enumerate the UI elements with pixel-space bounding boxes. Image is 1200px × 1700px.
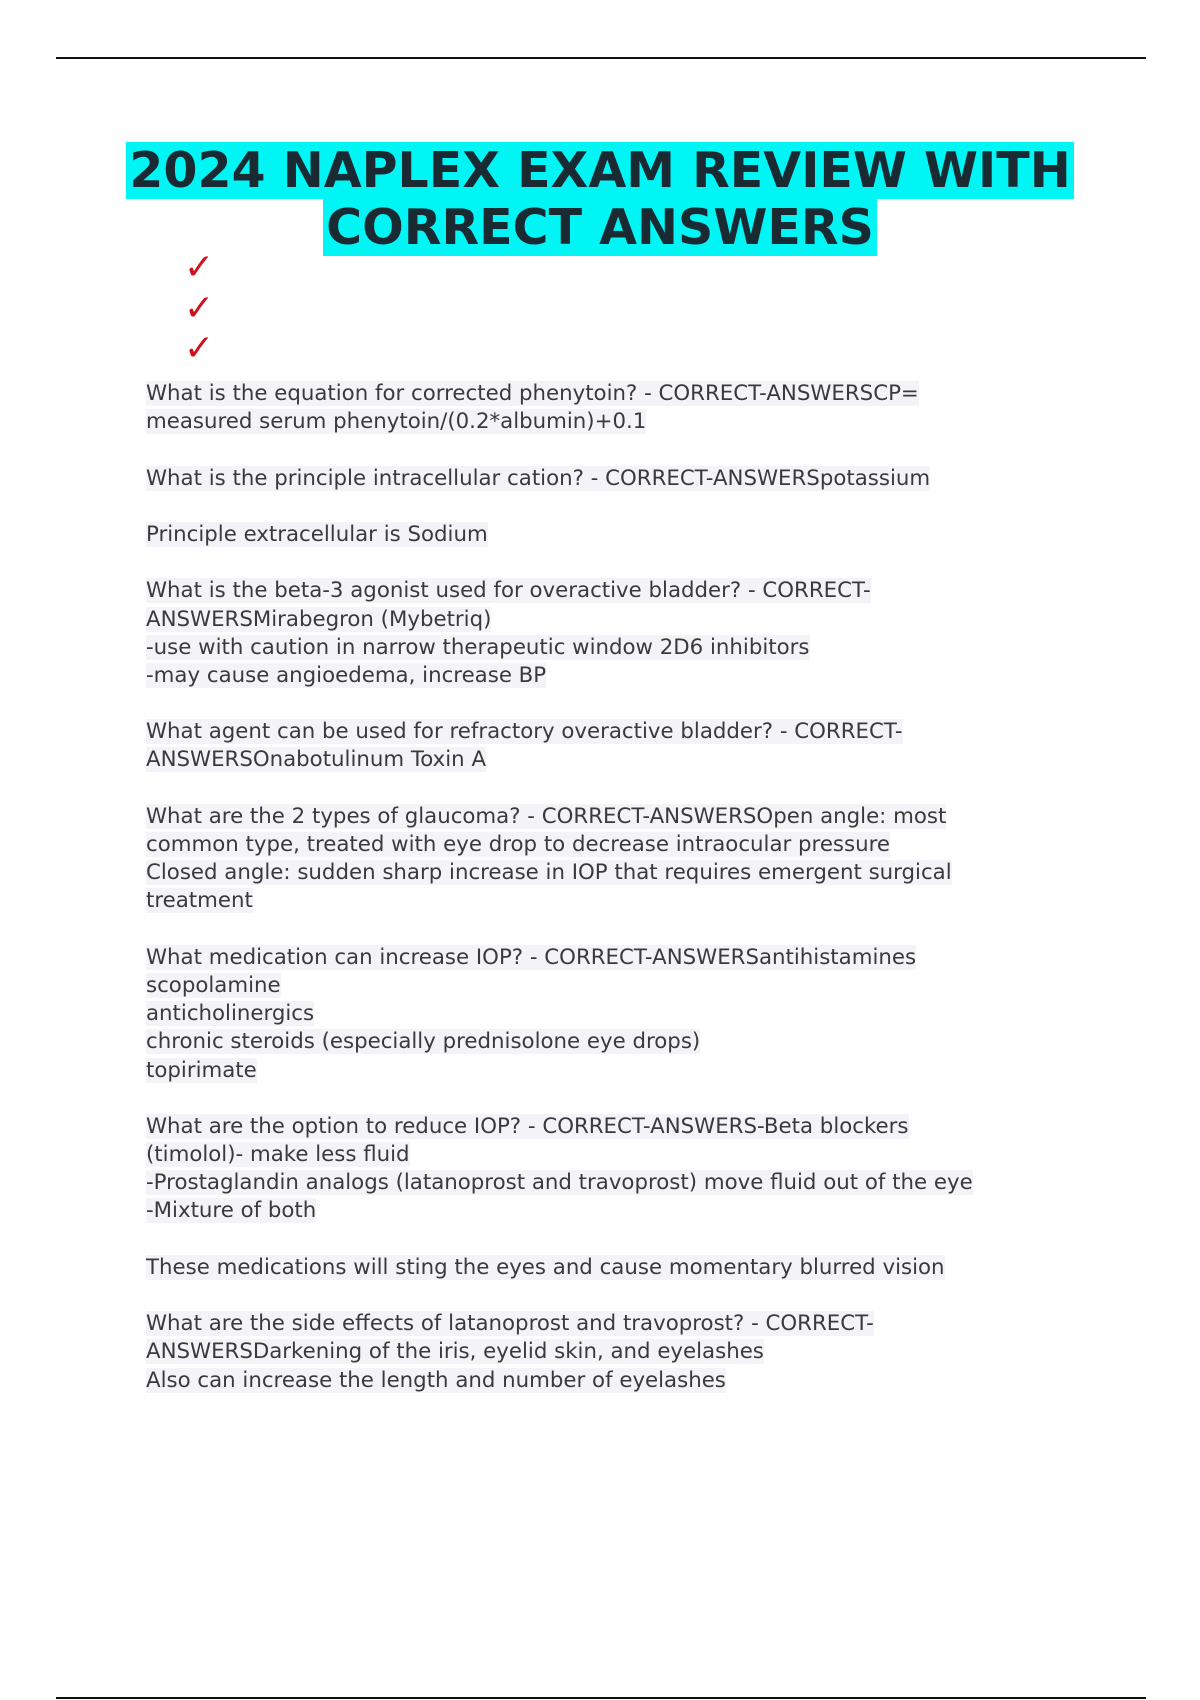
- text-line: [146, 887, 973, 915]
- text-line-content: -may cause angioedema, increase BP: [146, 662, 547, 688]
- text-line-content: Closed angle: sudden sharp increase in IOP that requires emergent surgical: [146, 860, 952, 886]
- text-line-content: -use with caution in narrow therapeutic window 2D6 inhibitors: [146, 634, 810, 660]
- text-line: [146, 521, 973, 549]
- text-line-content: treatment: [146, 888, 253, 914]
- text-line-content: What agent can be used for refractory overactive bladder? - CORRECT-: [146, 719, 903, 745]
- text-line: [146, 634, 973, 662]
- text-line: [146, 746, 973, 774]
- text-line: [146, 1169, 973, 1197]
- text-line-content: measured serum phenytoin/(0.2*albumin)+0.1: [146, 409, 647, 435]
- blank-line: [146, 690, 973, 718]
- text-line-content: What are the option to reduce IOP? - CORRECT-ANSWERS-Beta blockers: [146, 1113, 909, 1139]
- text-line: [146, 380, 973, 408]
- blank-line: [146, 1282, 973, 1310]
- text-line: [146, 606, 973, 634]
- text-line-content: What medication can increase IOP? - CORRECT-ANSWERSantihistamines: [146, 944, 917, 970]
- text-line-content: -Prostaglandin analogs (latanoprost and travoprost) move fluid out of the eye: [146, 1170, 973, 1196]
- text-line: [146, 859, 973, 887]
- blank-line: [146, 493, 973, 521]
- text-line-content: What is the beta-3 agonist used for overactive bladder? - CORRECT-: [146, 578, 871, 604]
- text-line: [146, 408, 973, 436]
- text-line: [146, 1057, 973, 1085]
- text-line: [146, 972, 973, 1000]
- document-body: [146, 380, 973, 1395]
- blank-line: [146, 1085, 973, 1113]
- blank-line: [146, 549, 973, 577]
- text-line: [146, 1338, 973, 1366]
- text-line: [146, 1113, 973, 1141]
- blank-line: [146, 916, 973, 944]
- text-line: [146, 1000, 973, 1028]
- text-line-content: common type, treated with eye drop to decrease intraocular pressure: [146, 832, 891, 857]
- text-line: [146, 577, 973, 605]
- text-line-content: ANSWERSOnabotulinum Toxin A: [146, 747, 487, 773]
- bottom-rule: [56, 1697, 1146, 1699]
- title-line-1: 2024 NAPLEX EXAM REVIEW WITH: [126, 142, 1073, 199]
- text-line: [146, 803, 973, 831]
- text-line-content: ANSWERSMirabegron (Mybetriq): [146, 606, 492, 632]
- text-line: [146, 1310, 973, 1338]
- text-line-content: Principle extracellular is Sodium: [146, 521, 488, 547]
- text-line-content: These medications will sting the eyes and cause momentary blurred vision: [146, 1254, 945, 1280]
- text-line-content: Also can increase the length and number of eyelashes: [146, 1367, 726, 1393]
- text-line: [146, 465, 973, 493]
- text-line: [146, 662, 973, 690]
- text-line: [146, 1254, 973, 1282]
- text-line-content: -Mixture of both: [146, 1198, 317, 1224]
- blank-line: [146, 436, 973, 464]
- checkmark-icon: ✓: [184, 328, 215, 369]
- text-line: [146, 1367, 973, 1395]
- text-line-content: What are the 2 types of glaucoma? - CORRECT-ANSWERSOpen angle: most: [146, 803, 947, 829]
- document-title: [0, 142, 1200, 256]
- text-line-content: topirimate: [146, 1057, 257, 1083]
- text-line-content: ANSWERSDarkening of the iris, eyelid skin, and eyelashes: [146, 1339, 764, 1365]
- title-line-2: CORRECT ANSWERS: [323, 199, 877, 256]
- top-rule: [56, 57, 1146, 59]
- text-line-content: anticholinergics: [146, 1001, 315, 1027]
- text-line-content: What is the principle intracellular cation? - CORRECT-ANSWERSpotassium: [146, 465, 931, 491]
- text-line-content: What are the side effects of latanoprost and travoprost? - CORRECT-: [146, 1311, 874, 1337]
- text-line: [146, 718, 973, 746]
- blank-line: [146, 1226, 973, 1254]
- text-line-content: chronic steroids (especially prednisolone eye drops): [146, 1029, 701, 1055]
- blank-line: [146, 775, 973, 803]
- text-line: [146, 1028, 973, 1056]
- text-line-content: (timolol)- make less fluid: [146, 1142, 410, 1168]
- text-line-content: What is the equation for corrected phenytoin? - CORRECT-ANSWERSCP=: [146, 381, 919, 406]
- text-line-content: scopolamine: [146, 972, 281, 998]
- checkmark-icon: ✓: [184, 288, 215, 329]
- text-line: [146, 1141, 973, 1169]
- text-line: [146, 1197, 973, 1225]
- text-line: [146, 944, 973, 972]
- text-line: [146, 831, 973, 859]
- checkmark-icon: ✓: [184, 247, 215, 288]
